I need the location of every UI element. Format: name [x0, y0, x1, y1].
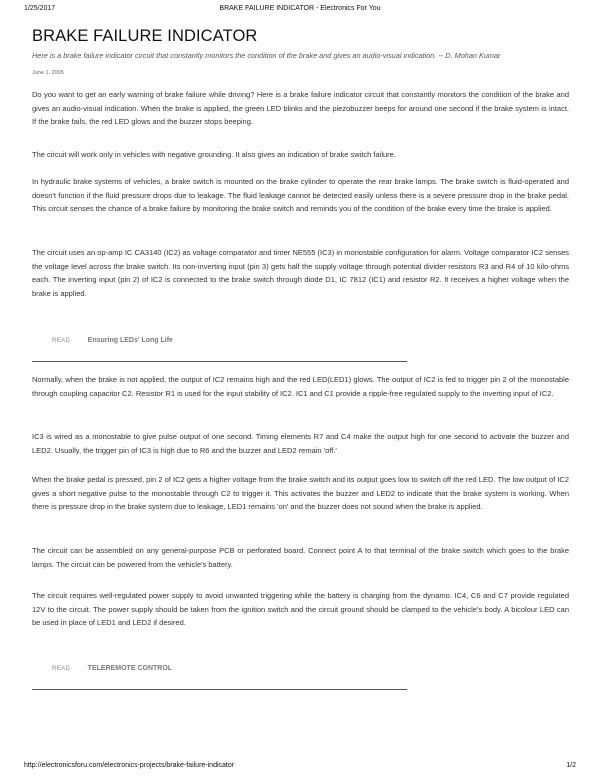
print-url: http://electronicsforu.com/electronics-projects/brake-failure-indicator — [24, 762, 235, 769]
print-page-title: BRAKE FAILURE INDICATOR - Electronics For You — [219, 5, 381, 12]
divider — [32, 689, 407, 690]
related-article-link[interactable]: TELEREMOTE CONTROL — [87, 665, 173, 672]
article-date: June 1, 2005 — [32, 70, 64, 76]
print-header — [24, 5, 576, 15]
paragraph: The circuit can be assembled on any general-purpose PCB or perforated board. Connect point A to that terminal of the brake switch which goes to the brake lamps. The circuit can be powered from the vehicle's battery. — [32, 546, 569, 569]
paragraph: Do you want to get an early warning of brake failure while driving? Here is a brake failure indicator circuit that constantly monitors the condition of the brake and gives an audio-visual indication. When the brake is applied, the green LED blinks and the piezobuzzer beeps for around one second if the brake system is intact. If the brake fails, the red LED glows and the buzzer stops beeping. — [32, 90, 569, 127]
related-article — [52, 337, 173, 344]
paragraph: Normally, when the brake is not applied, the output of IC2 remains high and the red LED(LED1) glows. The output of IC2 is fed to trigger pin 2 of the monostable through coupling capacitor C2. Resistor R1 is used for the input stability of IC2. IC1 and C1 provide a ripple-free regulated supply to the inverting input of IC2. — [32, 375, 569, 398]
paragraph: When the brake pedal is pressed, pin 2 of IC2 gets a higher voltage from the brake switch and its output goes low to switch off the red LED. The low output of IC2 gives a short negative pulse to the monostable through C2 to trigger it. This activates the buzzer and LED2 to indicate that the brake system is working. When there is pressure drop in the brake system due to leakage, LED1 remains 'on' and the buzzer does not sound when the brake is applied. — [32, 475, 569, 512]
divider — [32, 361, 407, 362]
related-article-link[interactable]: Ensuring LEDs' Long Life — [87, 337, 173, 344]
print-page-number: 1/2 — [566, 762, 576, 769]
print-footer — [24, 762, 576, 772]
article-title: BRAKE FAILURE INDICATOR — [32, 27, 258, 45]
paragraph: IC3 is wired as a monostable to give pulse output of one second. Timing elements R7 and C4 make the output high for one second to activate the buzzer and LED2. Usually, the trigger pin of IC3 is high due to R6 and the buzzer and LED2 remain 'off.' — [32, 432, 569, 455]
read-label: READ — [52, 338, 71, 344]
related-article — [52, 665, 172, 672]
paragraph: The circuit will work only in vehicles with negative grounding. It also gives an indication of brake switch failure. — [32, 150, 396, 159]
print-date: 1/25/2017 — [24, 5, 56, 12]
paragraph: The circuit uses an op-amp IC CA3140 (IC2) as voltage comparator and timer NE555 (IC3) in monostable configuration for alarm. Voltage comparator IC2 senses the voltage level across the brake switch. Its non-inverting input (pin 3) gets half the supply voltage through potential divider resistors R3 and R4 of 10 kilo-ohms each. The inverting input (pin 2) of IC2 is connected to the brake switch through diode D1, IC 7812 (IC1) and resistor R2. It receives a higher voltage when the brake is applied. — [32, 248, 569, 298]
article-subtitle: Here is a brake failure indicator circuit that constantly monitors the condition of the brake and gives an audio-visual indication. -- D. Mohan Kumar — [32, 51, 501, 60]
paragraph: The circuit requires well-regulated power supply to avoid unwanted triggering while the battery is charging from the dynamo. IC4, C6 and C7 provide regulated 12V to the circuit. The power supply should be taken from the ignition switch and the circuit ground should be clamped to the vehicle's body. A bicolour LED can be used in place of LED1 and LED2 if desired. — [32, 591, 569, 628]
paragraph: In hydraulic brake systems of vehicles, a brake switch is mounted on the brake cylinder to operate the rear brake lamps. The brake switch is fluid-operated and doesn't function if the fluid pressure drops due to leakage. The fluid leakage cannot be detected easily unless there is a severe pressure drop in the brake pedal. This circuit senses the chance of a brake failure by monitoring the brake switch and reminds you of the condition of the brake every time the brake is applied. — [32, 177, 569, 214]
read-label: READ — [52, 666, 71, 672]
